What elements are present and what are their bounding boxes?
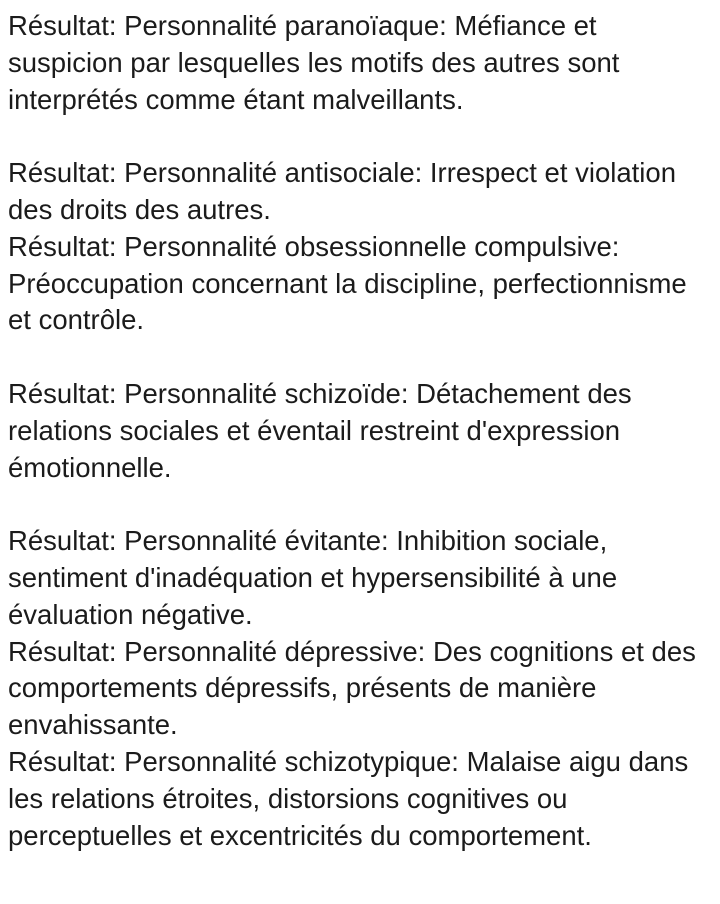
result-antisocial: Résultat: Personnalité antisociale: Irrespect et violation des droits des autres. xyxy=(8,157,676,225)
result-avoidant: Résultat: Personnalité évitante: Inhibition sociale, sentiment d'inadéquation et hypersensibilité à une évaluation négative. xyxy=(8,525,618,630)
result-paranoid: Résultat: Personnalité paranoïaque: Méfiance et suspicion par lesquelles les motifs des autres sont interprétés comme étant malveillants. xyxy=(8,10,620,115)
result-schizotypal: Résultat: Personnalité schizotypique: Malaise aigu dans les relations étroites, distorsions cognitives ou perceptuelles et excentricités du comportement. xyxy=(8,745,689,851)
results-document xyxy=(8,8,714,854)
result-depressive: Résultat: Personnalité dépressive: Des cognitions et des comportements dépressifs, présents de manière envahissante. xyxy=(8,635,696,741)
result-schizoid: Résultat: Personnalité schizoïde: Détachement des relations sociales et éventail restreint d'expression émotionnelle. xyxy=(8,377,632,483)
result-obsessive-compulsive: Résultat: Personnalité obsessionnelle compulsive: Préoccupation concernant la discipline, perfectionnisme et contrôle. xyxy=(8,230,687,336)
